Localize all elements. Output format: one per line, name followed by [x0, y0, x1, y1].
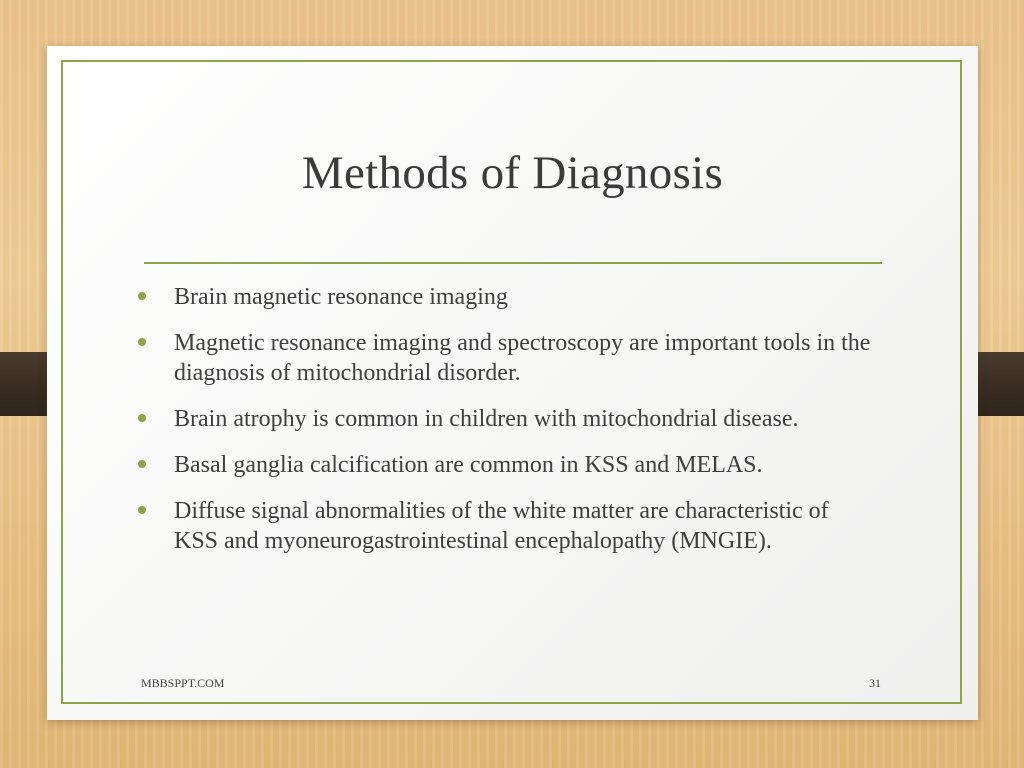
bullet-dot-icon [138, 292, 146, 300]
slide [47, 46, 978, 720]
bullet-text: Diffuse signal abnormalities of the white matter are characteristic of KSS and myoneurogastrointestinal encephalopathy (MNGIE). [174, 498, 829, 554]
bullet-text: Brain magnetic resonance imaging [174, 284, 508, 310]
bullet-item [138, 404, 878, 434]
bullet-dot-icon [138, 460, 146, 468]
bullet-list [138, 282, 878, 572]
slide-title: Methods of Diagnosis [301, 147, 724, 199]
bullet-dot-icon [138, 506, 146, 514]
bullet-item [138, 496, 878, 556]
bullet-dot-icon [138, 414, 146, 422]
bullet-item [138, 450, 878, 480]
bullet-item [138, 328, 878, 388]
bullet-text: Basal ganglia calcification are common in KSS and MELAS. [174, 452, 763, 478]
bullet-text: Magnetic resonance imaging and spectroscopy are important tools in the diagnosis of mitochondrial disorder. [174, 330, 871, 386]
title-divider [144, 262, 882, 264]
bullet-dot-icon [138, 338, 146, 346]
bullet-text: Brain atrophy is common in children with mitochondrial disease. [174, 406, 799, 432]
slide-number: 31 [869, 676, 881, 690]
bullet-item [138, 282, 878, 312]
footer-source: MBBSPPT.COM [141, 676, 225, 690]
